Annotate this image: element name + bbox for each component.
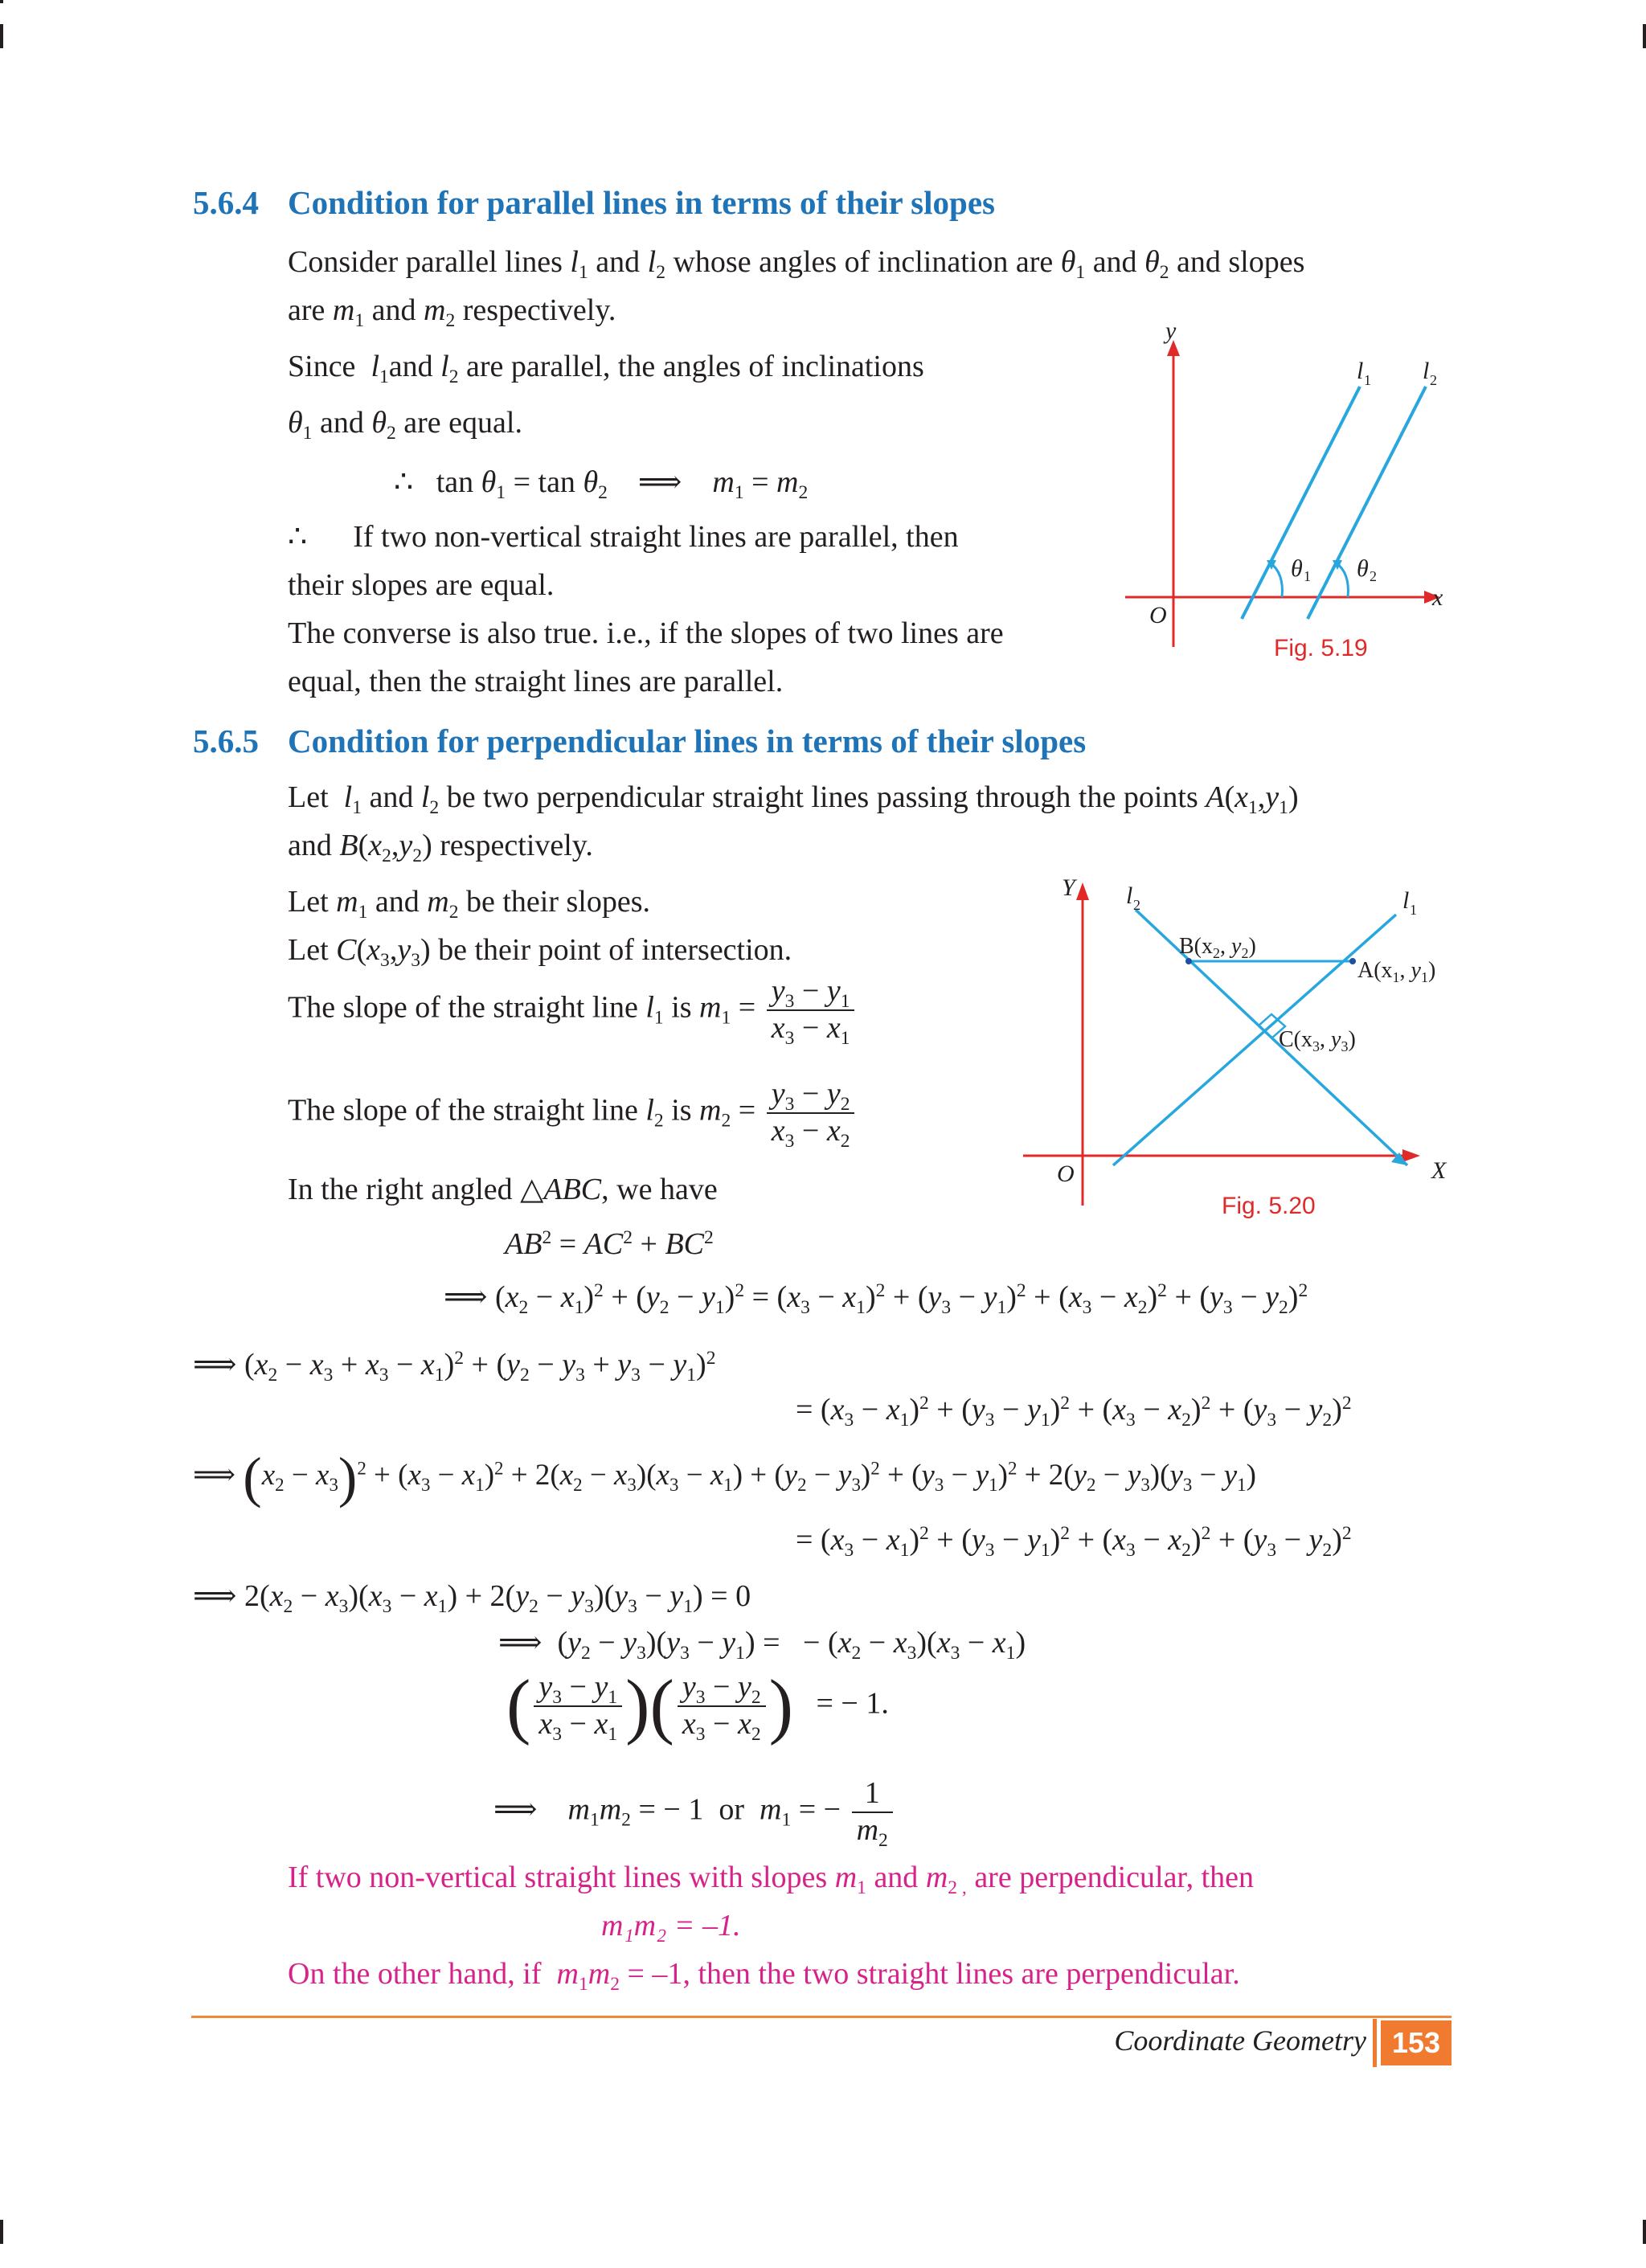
svg-text:2: 2 bbox=[1430, 372, 1437, 388]
y-axis-label: Y bbox=[1062, 874, 1075, 901]
x-axis-label: x bbox=[1432, 584, 1443, 611]
figure-5-19 bbox=[1117, 317, 1471, 671]
slope-l2-equation: The slope of the straight line $l_2$ is $m_2$ = $\frac{y_3 - y_2}{x_3 - x_2}$ bbox=[288, 1077, 858, 1148]
equation-pythagoras: $AB^2 = AC^2 + BC^2$ bbox=[505, 1227, 714, 1261]
section-heading-5-6-4 bbox=[193, 183, 995, 222]
point-a bbox=[1349, 958, 1356, 964]
line-l2 bbox=[1308, 387, 1426, 619]
equation-step-4: ⟹ $2(x_2 - x_3)(x_3 - x_1) + 2(y_2 - y_3)(y_3 - y_1) = 0$ bbox=[193, 1579, 751, 1618]
theorem-line-1: If two non-vertical straight lines with slopes $m_1$ and $m_{2 ,}$ are perpendicular, then bbox=[288, 1861, 1254, 1899]
section-number: 5.6.4 bbox=[193, 184, 259, 221]
point-b bbox=[1185, 958, 1192, 964]
point-c-label: $C(x_3$, $y_3$) bbox=[1279, 1027, 1356, 1054]
paragraph-line: Let $l_1$ and $l_2$ be two perpendicular straight lines passing through the points $A(x_1,y_1)$ bbox=[288, 780, 1299, 819]
line-l2-label: l bbox=[1126, 882, 1133, 909]
svg-text:2: 2 bbox=[1370, 568, 1377, 584]
line-l1-label: l bbox=[1402, 887, 1410, 914]
point-a-label: $A(x_1$, $y_1$) bbox=[1357, 958, 1436, 985]
section-heading-5-6-5 bbox=[193, 722, 1086, 760]
point-b-label: $B(x_2$, $y_2$) bbox=[1179, 934, 1256, 961]
paragraph-line: $\theta_1$ and $\theta_2$ are equal. bbox=[288, 406, 522, 444]
equation-step-2a: ⟹ $(x_2 - x_3 + x_3 - x_1)^2 + (y_2 - y_3 + y_3 - y_1)^2$ bbox=[193, 1348, 716, 1386]
theta1-label: θ bbox=[1291, 555, 1303, 582]
paragraph-line: ∴ If two non-vertical straight lines are parallel, then bbox=[288, 520, 959, 554]
line-l2-label: l bbox=[1423, 358, 1430, 384]
equation-step-3b: = $(x_3 - x_1)^2 + (y_3 - y_1)^2 + (x_3 - x_2)^2 + (y_3 - y_2)^2$ bbox=[796, 1523, 1352, 1562]
line-l1-label: l bbox=[1357, 358, 1364, 384]
equation-step-5: ⟹ $(y_2 - y_3)(y_3 - y_1)$ = − $(x_2 - x_3)(x_3 - x_1)$ bbox=[498, 1626, 1026, 1664]
paragraph-line: equal, then the straight lines are parallel. bbox=[288, 665, 784, 698]
paragraph-line: Since $l_1and$ $l_2$ are parallel, the angles of inclinations bbox=[288, 350, 924, 388]
paragraph-line: The converse is also true. i.e., if the slopes of two lines are bbox=[288, 616, 1004, 650]
slope-l1-equation: The slope of the straight line $l_1$ is $m_1$ = $\frac{y_3 - y_1}{x_3 - x_1}$ bbox=[288, 974, 858, 1046]
equation-step-2b: = $(x_3 - x_1)^2 + (y_3 - y_1)^2 + (x_3 - x_2)^2 + (y_3 - y_2)^2$ bbox=[796, 1393, 1352, 1431]
equation-step-7: ⟹ $m_1m_2$ = − 1 or $m_1$ = − $\frac{1}{m_2}$ bbox=[493, 1776, 896, 1848]
y-axis-arrow bbox=[1076, 882, 1089, 900]
x-axis-label: X bbox=[1431, 1157, 1447, 1184]
origin-label: O bbox=[1057, 1161, 1075, 1187]
x-axis-arrow bbox=[1402, 1149, 1420, 1162]
equation-step-1: ⟹ $(x_2 - x_1)^2 + (y_2 - y_1)^2 = (x_3 - x_1)^2 + (y_3 - y_1)^2 + (x_3 - x_2)^2 + (y_3 - y_2)^2$ bbox=[444, 1280, 1308, 1319]
crop-mark-bottom-right bbox=[1643, 2220, 1646, 2244]
equation-step-3a: ⟹ $(x_2 - x_3)^2 + (x_3 - x_1)^2 + 2(x_2 - x_3)(x_3 - x_1) + (y_2 - y_3)^2 + (y_3 - y_1)^2 + 2(y_2 - y_3)(y_3 - y_1)$ bbox=[193, 1446, 1256, 1509]
svg-text:1: 1 bbox=[1304, 568, 1311, 584]
footer-rule bbox=[191, 2016, 1452, 2018]
svg-text:2: 2 bbox=[1133, 897, 1140, 913]
section-title: Condition for parallel lines in terms of their slopes bbox=[288, 184, 995, 221]
equation-tan: ∴ $\tan \theta_1 = \tan \theta_2$ ⟹ $m_1 = m_2$ bbox=[394, 465, 809, 504]
crop-mark-bottom-left bbox=[0, 2220, 3, 2244]
running-title: Coordinate Geometry bbox=[1114, 2024, 1366, 2057]
paragraph-line: their slopes are equal. bbox=[288, 568, 555, 602]
paragraph-line: and $B(x_2,y_2)$ respectively. bbox=[288, 829, 593, 867]
paragraph-line: Consider parallel lines $l_1$ and $l_2$ whose angles of inclination are $\theta_1$ and $\theta_2$ and slopes bbox=[288, 245, 1305, 284]
theorem-line-3: On the other hand, if $m_1m_2 = -1$, then the two straight lines are perpendicular. bbox=[288, 1957, 1240, 1996]
paragraph-line: In the right angled △ABC, we have bbox=[288, 1173, 718, 1206]
figure-caption: Fig. 5.20 bbox=[1222, 1193, 1316, 1219]
svg-text:1: 1 bbox=[1364, 372, 1371, 388]
theta2-label: θ bbox=[1357, 555, 1369, 582]
paragraph-line: Let $C(x_3,y_3)$ be their point of intersection. bbox=[288, 933, 792, 972]
theorem-result: m₁m₂ = –1. bbox=[601, 1909, 741, 1943]
paragraph-line: Let $m_1$ and $m_2$ be their slopes. bbox=[288, 885, 650, 923]
section-number: 5.6.5 bbox=[193, 723, 259, 759]
crop-mark-top-right bbox=[1643, 24, 1646, 48]
origin-label: O bbox=[1149, 602, 1167, 628]
page-number: 153 bbox=[1381, 2020, 1452, 2065]
page-number-divider bbox=[1373, 2019, 1377, 2067]
line-l1 bbox=[1242, 387, 1360, 619]
svg-text:1: 1 bbox=[1410, 902, 1417, 918]
crop-mark-top-left bbox=[0, 0, 3, 3]
crop-mark-top-left bbox=[0, 24, 3, 48]
figure-5-20 bbox=[1017, 868, 1467, 1214]
paragraph-line: are $m_1$ and $m_2$ respectively. bbox=[288, 293, 616, 332]
equation-step-6: ( $\frac{y_3 - y_1}{x_3 - x_1}$ )( $\frac{y_3 - y_2}{x_3 - x_2}$ ) = − 1. bbox=[506, 1664, 889, 1746]
section-title: Condition for perpendicular lines in terms of their slopes bbox=[288, 723, 1087, 759]
y-axis-label: y bbox=[1165, 317, 1177, 344]
figure-caption: Fig. 5.19 bbox=[1274, 635, 1368, 661]
